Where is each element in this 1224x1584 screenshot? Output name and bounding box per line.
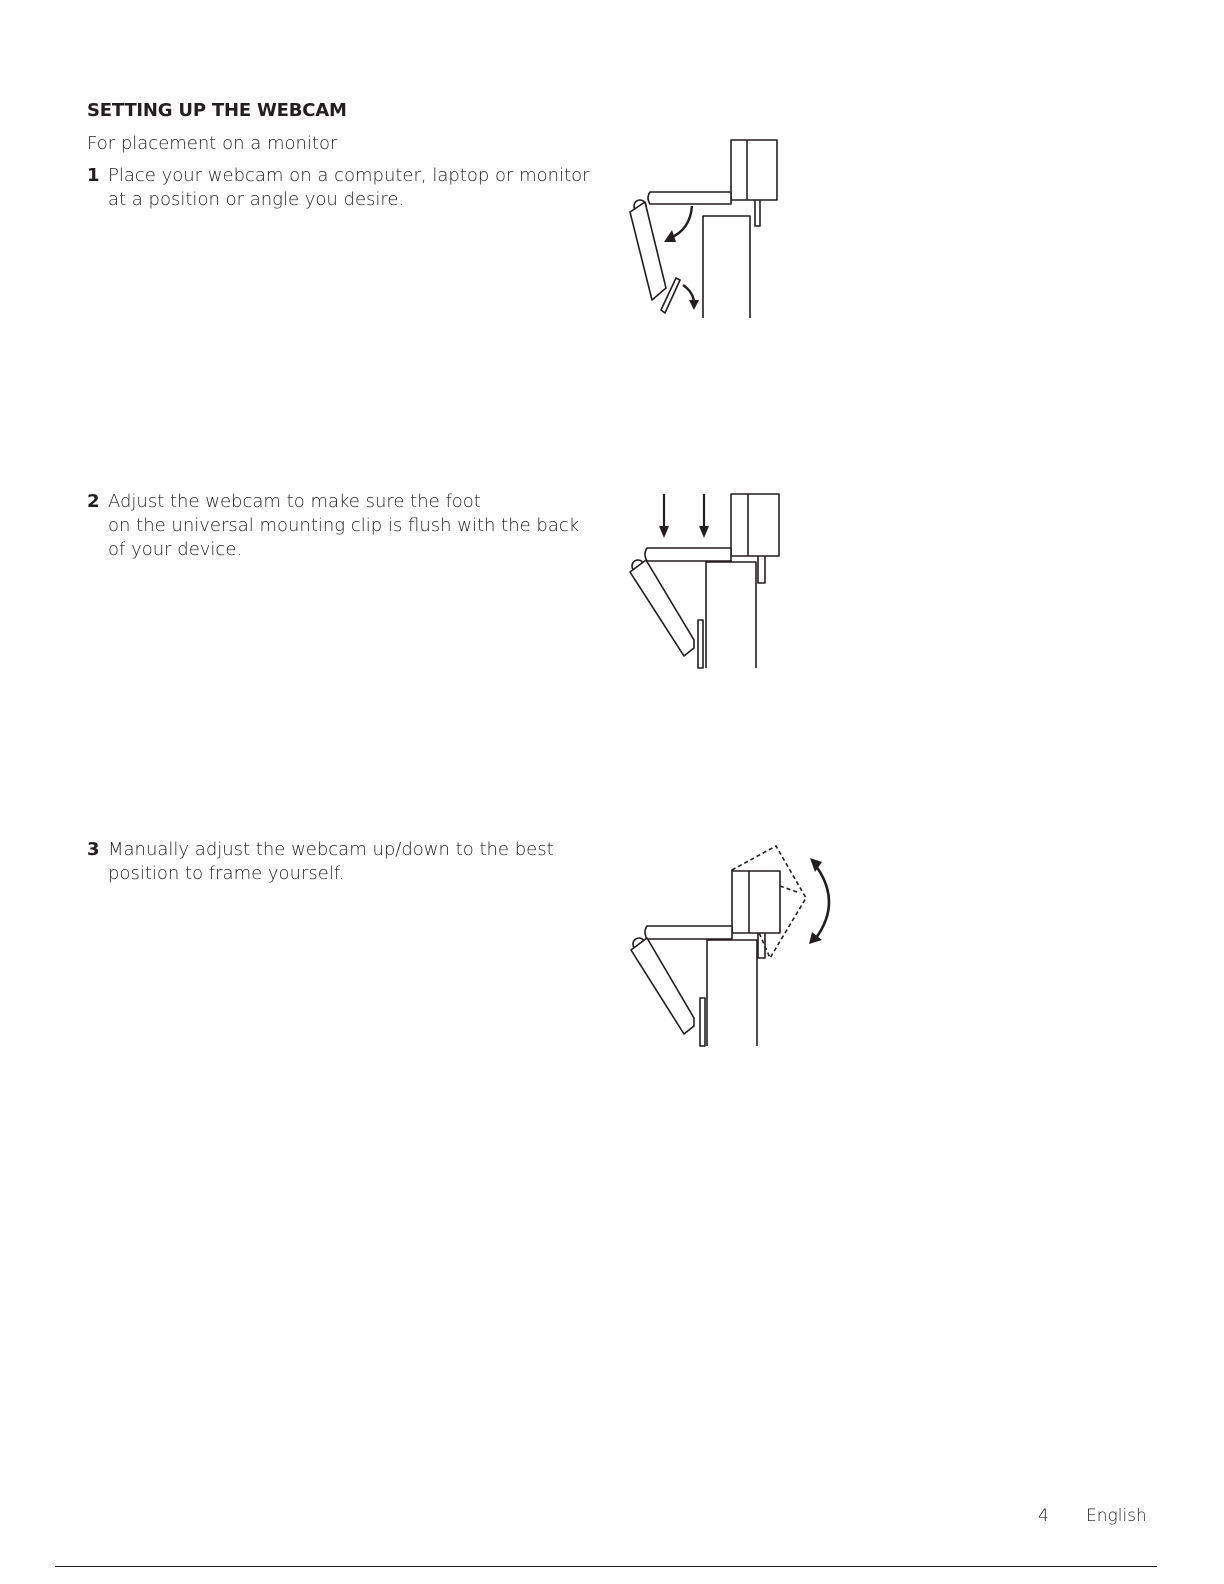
step-1 — [87, 164, 597, 212]
step-text: Adjust the webcam to make sure the foot on the universal mounting clip is flush with the back of your device. — [108, 491, 580, 560]
page-number: 4 — [1038, 1506, 1049, 1526]
step-2 — [87, 490, 597, 562]
footer-rule — [55, 1566, 1157, 1567]
webcam-placement-illustration-1 — [620, 130, 820, 330]
step-text: Place your webcam on a computer, laptop or monitor at a position or angle you desire. — [108, 165, 590, 210]
footer-language: English — [1086, 1506, 1147, 1526]
step-3 — [87, 838, 597, 886]
step-number: 2 — [87, 491, 100, 512]
section-title: SETTING UP THE WEBCAM — [87, 100, 347, 121]
step-number: 1 — [87, 165, 100, 186]
step-text: Manually adjust the webcam up/down to the best position to frame yourself. — [108, 839, 554, 884]
webcam-placement-illustration-2 — [620, 485, 820, 675]
step-number: 3 — [87, 839, 100, 860]
section-subtitle: For placement on a monitor — [87, 133, 338, 154]
webcam-tilt-illustration-3 — [620, 840, 840, 1050]
